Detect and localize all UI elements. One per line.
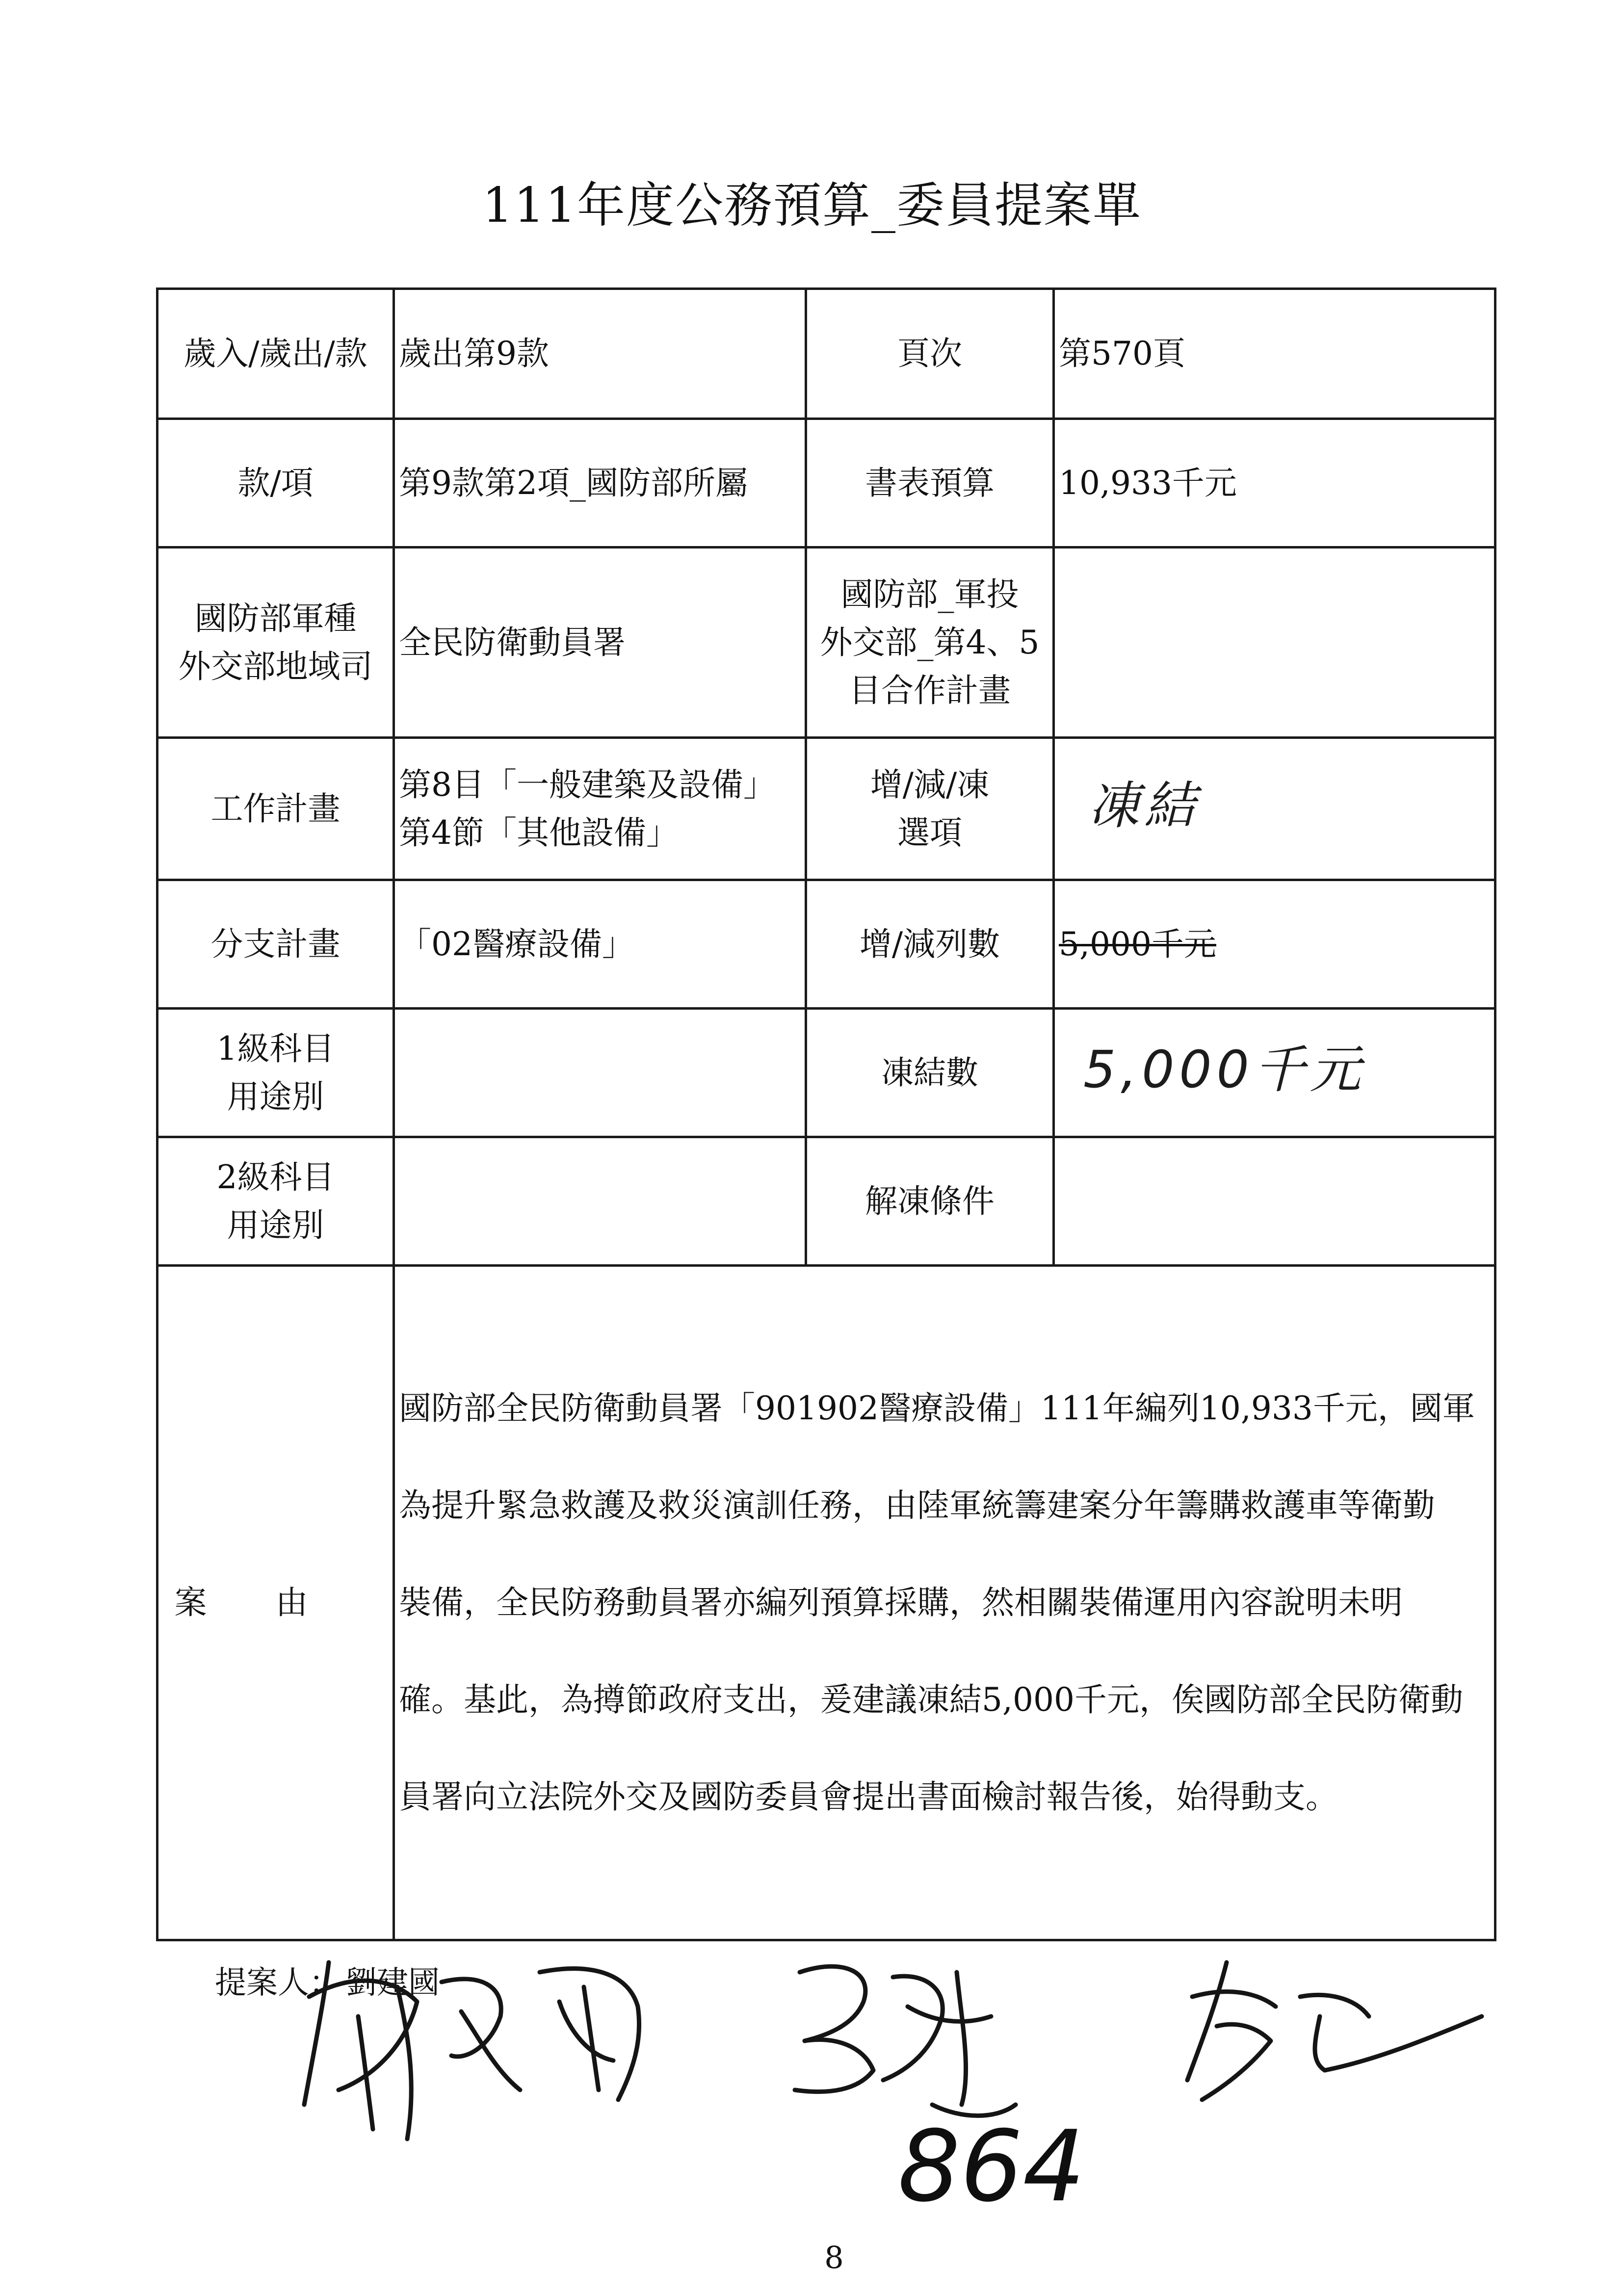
reason-body	[399, 1360, 1490, 1846]
reason-line: 國防部全民防衛動員署「901902醫療設備」111年編列10,933千元，國軍	[399, 1389, 1475, 1427]
row-item	[157, 419, 1495, 548]
label-level1-subject: 1級科目 用途別	[157, 1009, 394, 1137]
value-adjust-option	[1054, 738, 1495, 880]
value-revenue-expenditure: 歲出第9款	[394, 289, 806, 419]
value-cooperation-plan	[1054, 548, 1495, 738]
handwritten-frozen-amount: 5,000千元	[1083, 1039, 1366, 1099]
proposer-label: 提案人：	[215, 1965, 341, 2001]
value-item: 第9款第2項_國防部所屬	[394, 419, 806, 548]
row-work-plan	[157, 738, 1495, 880]
label-item: 款/項	[157, 419, 394, 548]
value-page: 第570頁	[1054, 289, 1495, 419]
label-work-plan: 工作計畫	[157, 738, 394, 880]
reason-line: 確。基此，為撙節政府支出，爰建議凍結5,000千元，俟國防部全民防衛動	[399, 1681, 1463, 1719]
row-agency	[157, 548, 1495, 738]
label-page: 頁次	[806, 289, 1054, 419]
value-work-plan: 第8目「一般建築及設備」 第4節「其他設備」	[394, 738, 806, 880]
struck-amount: 5,000千元	[1059, 925, 1216, 963]
signature-stroke	[304, 1962, 329, 2105]
handwritten-page-number: 864	[898, 2110, 1085, 2224]
value-budget: 10,933千元	[1054, 419, 1495, 548]
handwritten-freeze: 凍結	[1088, 775, 1201, 835]
label-unfreeze-condition: 解凍條件	[806, 1137, 1054, 1266]
value-frozen-amount	[1054, 1009, 1495, 1137]
label-adjust-amount: 增/減列數	[806, 880, 1054, 1009]
reason-line: 裝備，全民防務動員署亦編列預算採購，然相關裝備運用內容說明未明	[399, 1584, 1403, 1621]
row-reason	[157, 1266, 1495, 1940]
value-level2-subject	[394, 1137, 806, 1266]
label-budget: 書表預算	[806, 419, 1054, 548]
reason-line: 員署向立法院外交及國防委員會提出書面檢討報告後，始得動支。	[399, 1778, 1338, 1816]
row-level2-subject	[157, 1137, 1495, 1266]
reason-line: 為提升緊急救護及救災演訓任務，由陸軍統籌建案分年籌購救護車等衛勤	[399, 1487, 1435, 1524]
value-adjust-amount	[1054, 880, 1495, 1009]
row-branch-plan	[157, 880, 1495, 1009]
row-level1-subject	[157, 1009, 1495, 1137]
value-agency: 全民防衛動員署	[394, 548, 806, 738]
page-number: 8	[824, 2240, 844, 2275]
value-unfreeze-condition	[1054, 1137, 1495, 1266]
label-frozen-amount: 凍結數	[806, 1009, 1054, 1137]
label-agency: 國防部軍種 外交部地域司	[157, 548, 394, 738]
label-reason: 案由	[157, 1266, 394, 1940]
value-branch-plan: 「02醫療設備」	[394, 880, 806, 1009]
label-branch-plan: 分支計畫	[157, 880, 394, 1009]
reason-text	[394, 1266, 1495, 1940]
value-level1-subject	[394, 1009, 806, 1137]
proposal-form-table	[156, 287, 1496, 1941]
label-level2-subject: 2級科目 用途別	[157, 1137, 394, 1266]
label-cooperation-plan: 國防部_軍投 外交部_第4、5 目合作計畫	[806, 548, 1054, 738]
row-account	[157, 289, 1495, 419]
proposer-name: 劉建國	[345, 1965, 440, 2001]
label-revenue-expenditure: 歲入/歲出/款	[157, 289, 394, 419]
label-adjust-option: 增/減/凍 選項	[806, 738, 1054, 880]
page-title: 111年度公務預算_委員提案單	[482, 178, 1142, 234]
